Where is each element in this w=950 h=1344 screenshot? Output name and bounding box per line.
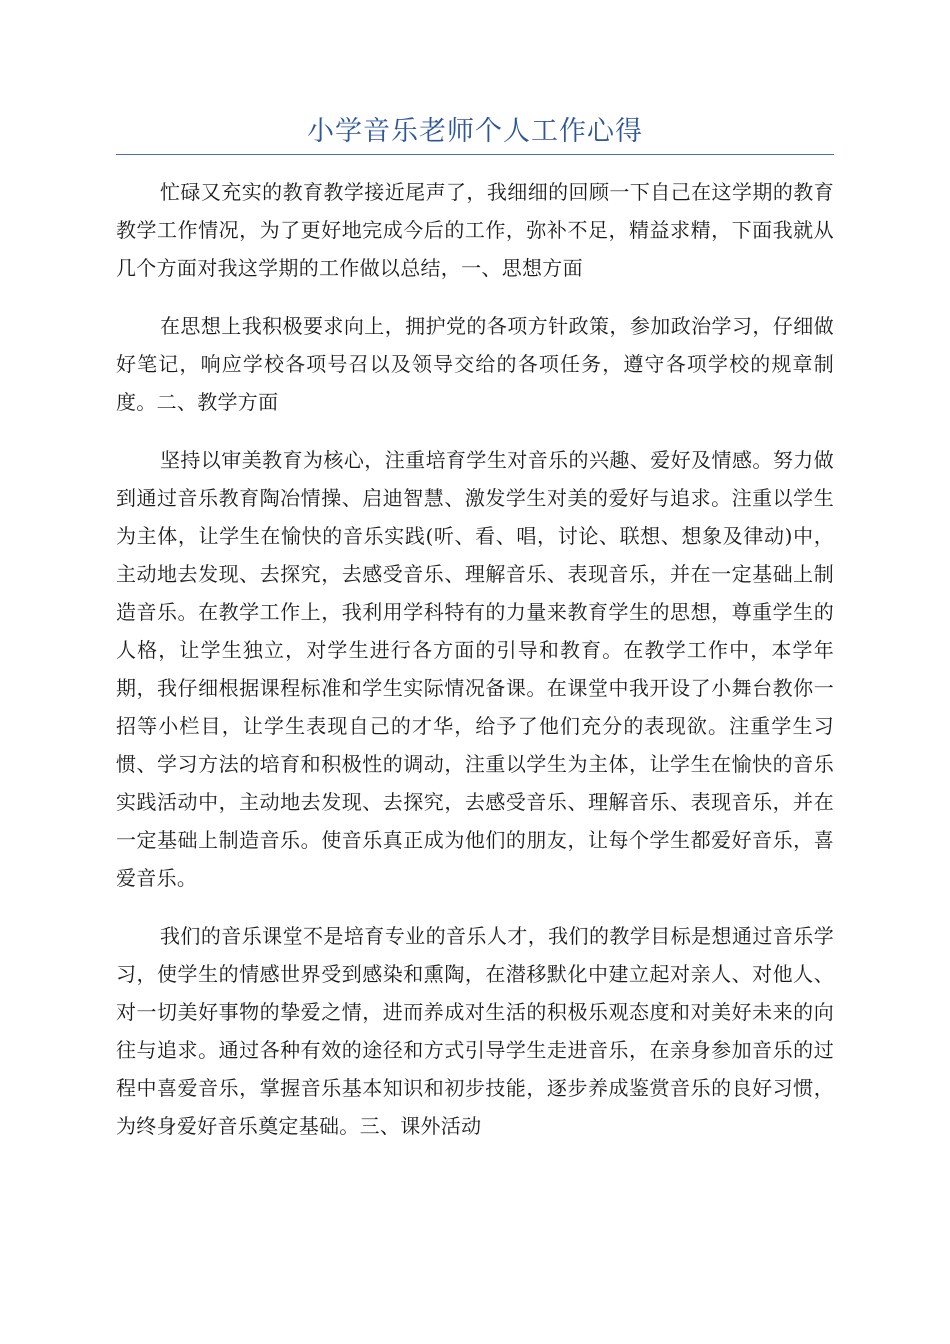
paragraph: 在思想上我积极要求向上，拥护党的各项方针政策，参加政治学习，仔细做好笔记，响应学校各项号召以及领导交给的各项任务，遵守各项学校的规章制度。二、教学方面 xyxy=(116,314,834,414)
paragraph: 坚持以审美教育为核心，注重培育学生对音乐的兴趣、爱好及情感。努力做到通过音乐教育陶冶情操、启迪智慧、激发学生对美的爱好与追求。注重以学生为主体，让学生在愉快的音乐实践(听、看、唱，讨论、联想、想象及律动)中，主动地去发现、去探究，去感受音乐、理解音乐、表现音乐，并在一定基础上制造音乐。在教学工作上，我利用学科特有的力量来教育学生的思想，尊重学生的人格，让学生独立，对学生进行各方面的引导和教育。在教学工作中，本学年期，我仔细根据课程标准和学生实际情况备课。在课堂中我开设了小舞台教你一招等小栏目，让学生表现自己的才华，给予了他们充分的表现欲。注重学生习惯、学习方法的培育和积极性的调动，注重以学生为主体，让学生在愉快的音乐实践活动中，主动地去发现、去探究，去感受音乐、理解音乐、表现音乐，并在一定基础上制造音乐。使音乐真正成为他们的朋友，让每个学生都爱好音乐，喜爱音乐。 xyxy=(116,448,834,890)
title-block xyxy=(116,112,834,155)
paragraph: 忙碌又充实的教育教学接近尾声了，我细细的回顾一下自己在这学期的教育教学工作情况，为了更好地完成今后的工作，弥补不足，精益求精，下面我就从几个方面对我这学期的工作做以总结，一、思想方面 xyxy=(116,180,834,280)
document-title: 小学音乐老师个人工作心得 xyxy=(307,116,643,147)
paragraph: 我们的音乐课堂不是培育专业的音乐人才，我们的教学目标是想通过音乐学习，使学生的情感世界受到感染和熏陶，在潜移默化中建立起对亲人、对他人、对一切美好事物的挚爱之情，进而养成对生活的积极乐观态度和对美好未来的向往与追求。通过各种有效的途径和方式引导学生走进音乐，在亲身参加音乐的过程中喜爱音乐，掌握音乐基本知识和初步技能，逐步养成鉴赏音乐的良好习惯，为终身爱好音乐奠定基础。三、课外活动 xyxy=(116,924,834,1138)
document-body xyxy=(116,173,834,1165)
